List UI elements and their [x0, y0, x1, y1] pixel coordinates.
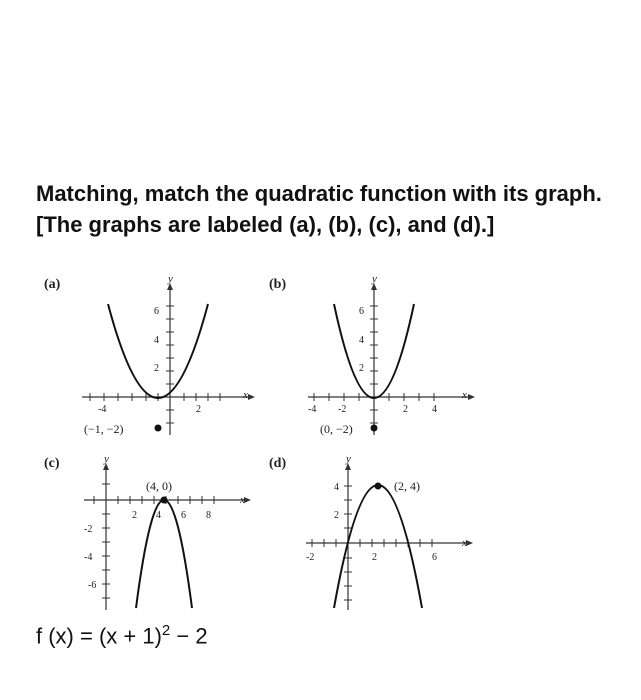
graph-c-xtick-1: 2: [132, 510, 137, 521]
graph-c-label: (c): [44, 456, 60, 471]
graph-c: [78, 448, 258, 613]
graph-b-label: (b): [269, 277, 287, 292]
graph-a-parabola: [108, 304, 208, 398]
graph-b-x-var: x: [462, 389, 467, 401]
graph-d: [300, 448, 480, 613]
graph-a-vertex-point: [155, 425, 162, 432]
graph-b-x-arrow: [468, 394, 475, 400]
graph-a-x-var: x: [243, 389, 248, 401]
graph-a-ytick-1: 6: [154, 306, 159, 317]
graph-a-x-arrow: [248, 394, 255, 400]
graph-a-label: (a): [44, 277, 61, 292]
graph-c-x-arrow: [244, 497, 251, 503]
graph-c-vertex-point: [161, 497, 168, 504]
function-exponent: 2: [161, 622, 171, 639]
graph-c-ytick-3: -6: [88, 580, 97, 591]
graph-a-vertex-label: (−1, −2): [84, 422, 124, 436]
graph-d-y-var: y: [346, 453, 351, 465]
function-prefix: f (x) = (x + 1): [36, 623, 162, 649]
question-text: Matching, match the quadratic function with its graph. [The graphs are labeled (a), (b), (c), and (d).]: [36, 181, 602, 237]
function-suffix: − 2: [170, 623, 208, 649]
graph-d-label: (d): [269, 456, 287, 471]
graph-b-xtick-1: -4: [308, 404, 317, 415]
graph-d-vertex-point: [375, 483, 382, 490]
graph-b-xtick-4: 4: [432, 404, 437, 415]
graph-a-ytick-3: 2: [154, 363, 159, 374]
graph-d-parabola: [334, 485, 422, 608]
graph-d-x-arrow: [466, 540, 473, 546]
graph-a: [78, 270, 258, 445]
graph-c-x-var: x: [240, 494, 245, 506]
graph-c-xtick-4: 8: [206, 510, 211, 521]
graph-d-xtick-3: 6: [432, 552, 437, 563]
graph-c-vertex-label: (4, 0): [146, 479, 172, 493]
graph-d-ytick-1: 4: [334, 482, 339, 493]
graph-b: [300, 270, 480, 445]
graph-d-x-var: x: [462, 537, 467, 549]
graph-a-xtick-1: -4: [98, 404, 107, 415]
graph-c-xtick-2: 4: [156, 510, 161, 521]
graph-a-y-var: y: [168, 273, 173, 285]
graph-b-ytick-3: 2: [359, 363, 364, 374]
graph-b-vertex-label: (0, −2): [320, 422, 353, 436]
graph-d-xtick-2: 2: [372, 552, 377, 563]
graph-d-ytick-2: 2: [334, 510, 339, 521]
function-expression: [36, 622, 208, 649]
graph-b-ytick-1: 6: [359, 306, 364, 317]
graph-b-xtick-2: -2: [338, 404, 347, 415]
graph-b-ytick-2: 4: [359, 335, 364, 346]
graph-d-vertex-label: (2, 4): [394, 479, 420, 493]
graph-b-y-var: y: [372, 273, 377, 285]
graph-d-xtick-1: -2: [306, 552, 315, 563]
graph-a-ytick-2: 4: [154, 335, 159, 346]
graph-c-xtick-3: 6: [181, 510, 186, 521]
graph-a-xtick-2: 2: [196, 404, 201, 415]
graph-b-xtick-3: 2: [403, 404, 408, 415]
graph-c-ytick-2: -4: [84, 552, 93, 563]
graph-c-ytick-1: -2: [84, 524, 93, 535]
graph-c-y-var: y: [104, 453, 109, 465]
graph-b-vertex-point: [371, 425, 378, 432]
graph-c-ticks: [94, 484, 214, 598]
